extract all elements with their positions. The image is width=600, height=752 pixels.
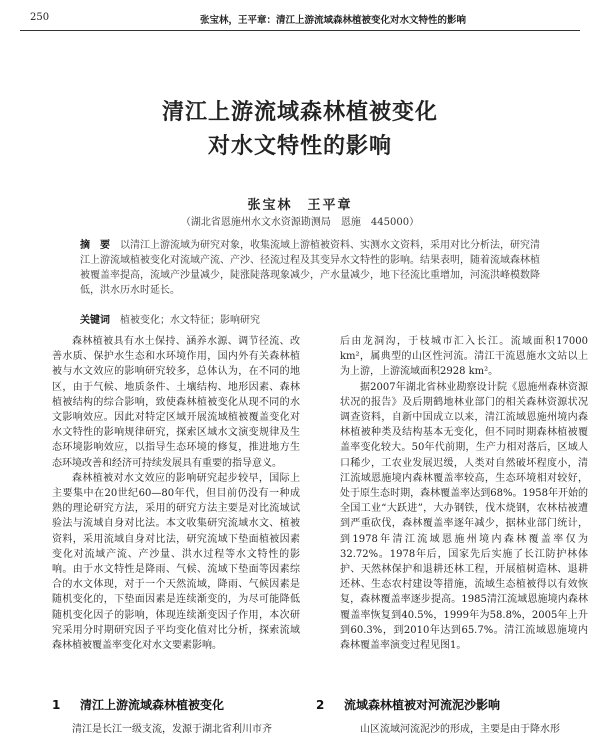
affiliation: （湖北省恩施州水文水资源勘测局 恩施 445000） xyxy=(180,217,420,228)
running-head: 张宝林，王平章：清江上游流域森林植被变化对水文特性的影响 xyxy=(200,15,467,26)
page-header xyxy=(20,8,580,31)
title-line-1: 清江上游流域森林植被变化 xyxy=(161,100,438,125)
section-number: 2 xyxy=(316,698,325,712)
left-paragraph-2: 森林植被对水文效应的影响研究起步较早，国际上主要集中在20世纪60—80年代，但目前仍没有一种成熟的理论研究方法，采用的研究方法主要是对比流域试验法与流域自身对比法。本文收集研究流域水文、植被资料，采用流域自身对比法，研究流域下垫面植被因素变化对流域产流、产沙量、洪水过程等水文特性的影响。由于水文特性是降雨、气候、流域下垫面等因素综合的水文体现，对于一个天然流域，降雨、气候因素是随机变化的，下垫面因素是连续渐变的，为尽可能降低随机变化因子的影响，体现连续渐变因子作用，本次研究采用分时期研究因子平均变化值对比分析，探索流域森林植被覆盖率变化对水文要素影响。 xyxy=(52,472,300,652)
right-paragraph-2: 据2007年湖北省林业勘察设计院《恩施州森林资源状况的报告》及后期鹤地林业部门的相关森林资源状况调查资料，自新中国成立以来，清江流域恩施州境内森林植被种类及结构基本无变化，但不同时期森林植被覆盖率变化较大。50年代前期，生产力相对落后，区域人口稀少，工农业发展迟缓，人类对自然破坏程度小，清江流域恩施境内森林覆盖率较高，生态环境相对较好，处于原生态时期，森林覆盖率达到68%。1958年开始的全国工业“大跃进”，大办钢铁，伐木烧钢，农林枯被遭到严重砍伐，森林覆盖率逐年减少，据林业部门统计，到1978年清江流域恩施州境内森林覆盖率仅为32.72%。1978年后，国家先后实施了长江防护林体护、天然林保护和退耕还林工程，开展植树造林、退耕还林、生态农村建设等措施，流域生态植被得以有效恢复，森林覆盖率逐步提高。1985清江流域恩施境内森林覆盖率恢复到40.5%，1999年为58.8%，2005年上升到60.3%，到2010年达到65.7%。清江流域恩施境内森林覆盖率演变过程见图1。 xyxy=(340,381,588,652)
right-column xyxy=(340,334,588,653)
section-heading-2 xyxy=(316,696,500,713)
abstract-text: 以清江上游流域为研究对象，收集流域上游植被资料、实测水文资料，采用对比分析法，研究清江上游流域植被变化对流域产流、产沙、径流过程及其变异水文特性的影响。结果表明，随着流域森林植被覆盖率提高，流域产沙量减少，陡涨陡落现象减少，产水量减少，地下径流比重增加，河流洪峰模数降低，洪水历水时延长。 xyxy=(80,240,540,296)
title-line-2: 对水文特性的影响 xyxy=(207,134,392,159)
abstract-label: 摘 要 xyxy=(80,240,110,251)
section-title: 流域森林植被对河流泥沙影响 xyxy=(344,698,501,712)
keywords xyxy=(80,313,548,328)
left-column xyxy=(52,334,300,653)
paper-title xyxy=(0,96,600,164)
section-2-text: 山区流域河流泥沙的形成，主要是由于降水形 xyxy=(360,724,560,735)
abstract xyxy=(80,238,548,298)
left-paragraph-1: 森林植被具有水土保持、涵养水源、调节径流、改善水质、保护水生态和水环境作用，国内外有关森林植被与水文效应的影响研究较多，总体认为，在不同的地区，由于气候、地质条件、土壤结构、地形因素、森林植被结构的综合影响，致使森林植被变化从现不同的水文影响效应。因此对特定区域开展流域植被覆盖变化对水文特性的影响规律研究，探索区域水文演变规律及生态环境影响效应，以指导生态环境的修复，推进地方生态环境改善和经济可持续发展具有重要的指导意义。 xyxy=(52,336,300,469)
section-number: 1 xyxy=(52,698,61,712)
right-paragraph-1: 后由龙洞沟，于枝城市汇入长江。流域面积17000 km²，属典型的山区性河流。清江干流恩施水文站以上为上游，上游流域面积2928 km²。 xyxy=(340,336,588,378)
section-title: 清江上游流域森林植被变化 xyxy=(80,698,225,712)
keywords-label: 关键词 xyxy=(80,315,110,326)
section-1-text: 清江是长江一级支流，发源于湖北省利川市齐 xyxy=(72,724,272,735)
section-heading-1 xyxy=(52,696,224,713)
authors: 张宝林 王平章 xyxy=(247,198,353,213)
keywords-text: 植被变化；水文特征；影响研究 xyxy=(120,315,260,326)
page-number: 250 xyxy=(30,12,50,23)
